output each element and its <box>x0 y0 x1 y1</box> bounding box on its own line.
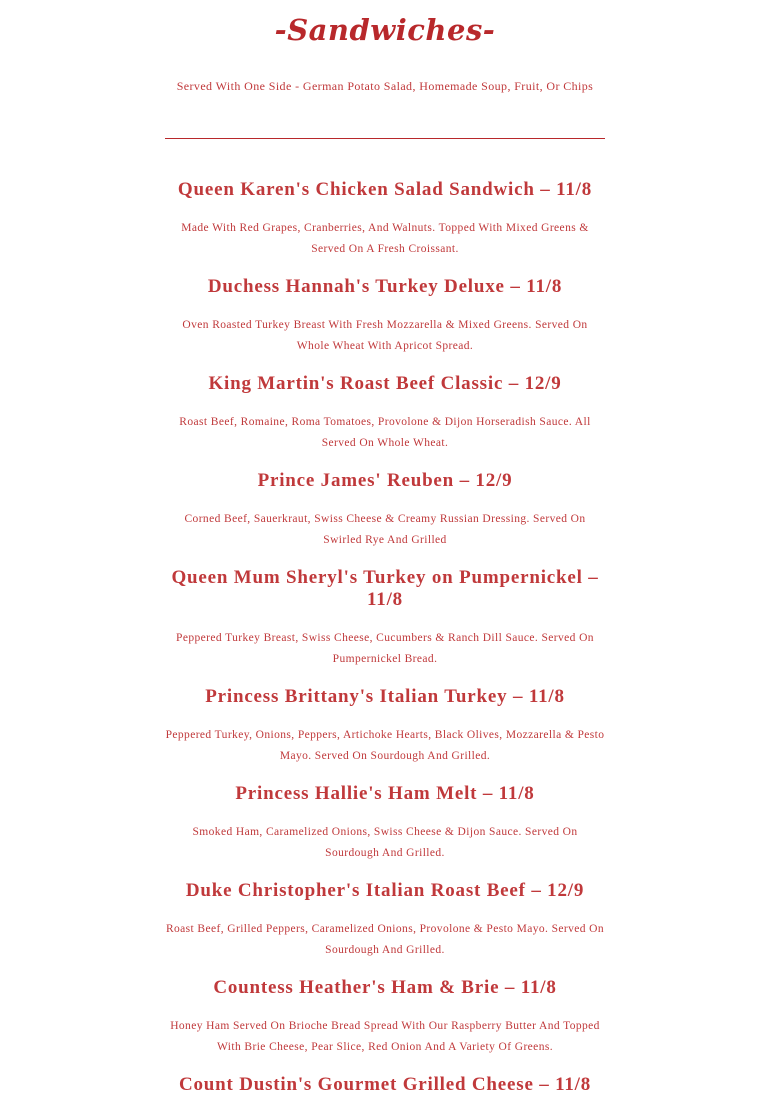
menu-title: -Sandwiches- <box>274 13 496 47</box>
item-description: Oven Roasted Turkey Breast With Fresh Mozzarella & Mixed Greens. Served On Whole Wheat With Apricot Spread. <box>182 319 588 352</box>
menu-item <box>165 276 605 357</box>
item-description: Smoked Ham, Caramelized Onions, Swiss Cheese & Dijon Sauce. Served On Sourdough And Grilled. <box>192 826 578 859</box>
menu-item <box>165 686 605 767</box>
menu-item <box>165 373 605 454</box>
menu-item <box>165 783 605 864</box>
item-name: Count Dustin's Gourmet Grilled Cheese – 11/8 <box>178 1074 592 1095</box>
item-name: King Martin's Roast Beef Classic – 12/9 <box>208 373 562 394</box>
menu-item <box>165 470 605 551</box>
item-description: Peppered Turkey, Onions, Peppers, Artichoke Hearts, Black Olives, Mozzarella & Pesto Mayo. Served On Sourdough And Grilled. <box>165 729 605 762</box>
menu-items <box>165 179 605 1096</box>
menu-subtitle: Served With One Side - German Potato Salad, Homemade Soup, Fruit, Or Chips <box>176 79 594 93</box>
item-name: Duke Christopher's Italian Roast Beef – 12/9 <box>185 880 585 901</box>
menu-item <box>165 1074 605 1096</box>
menu-item <box>165 567 605 670</box>
item-description: Roast Beef, Grilled Peppers, Caramelized Onions, Provolone & Pesto Mayo. Served On Sourdough And Grilled. <box>165 923 605 956</box>
item-name: Queen Mum Sheryl's Turkey on Pumpernickel – 11/8 <box>171 567 599 610</box>
item-description: Peppered Turkey Breast, Swiss Cheese, Cucumbers & Ranch Dill Sauce. Served On Pumpernickel Bread. <box>176 632 594 665</box>
sandwich-menu <box>165 0 605 1112</box>
divider <box>165 138 605 139</box>
item-name: Duchess Hannah's Turkey Deluxe – 11/8 <box>207 276 563 297</box>
item-description: Made With Red Grapes, Cranberries, And Walnuts. Topped With Mixed Greens & Served On A Fresh Croissant. <box>181 222 589 255</box>
item-description: Roast Beef, Romaine, Roma Tomatoes, Provolone & Dijon Horseradish Sauce. All Served On Whole Wheat. <box>179 416 591 449</box>
item-description: Corned Beef, Sauerkraut, Swiss Cheese & Creamy Russian Dressing. Served On Swirled Rye And Grilled <box>184 513 586 546</box>
menu-item <box>165 880 605 961</box>
menu-item <box>165 977 605 1058</box>
item-description: Honey Ham Served On Brioche Bread Spread With Our Raspberry Butter And Topped With Brie Cheese, Pear Slice, Red Onion And A Variety Of Greens. <box>170 1020 600 1053</box>
item-name: Prince James' Reuben – 12/9 <box>257 470 513 491</box>
item-name: Queen Karen's Chicken Salad Sandwich – 11/8 <box>177 179 593 200</box>
item-name: Princess Hallie's Ham Melt – 11/8 <box>235 783 535 804</box>
item-name: Countess Heather's Ham & Brie – 11/8 <box>213 977 557 998</box>
item-name: Princess Brittany's Italian Turkey – 11/8 <box>205 686 565 707</box>
menu-item <box>165 179 605 260</box>
